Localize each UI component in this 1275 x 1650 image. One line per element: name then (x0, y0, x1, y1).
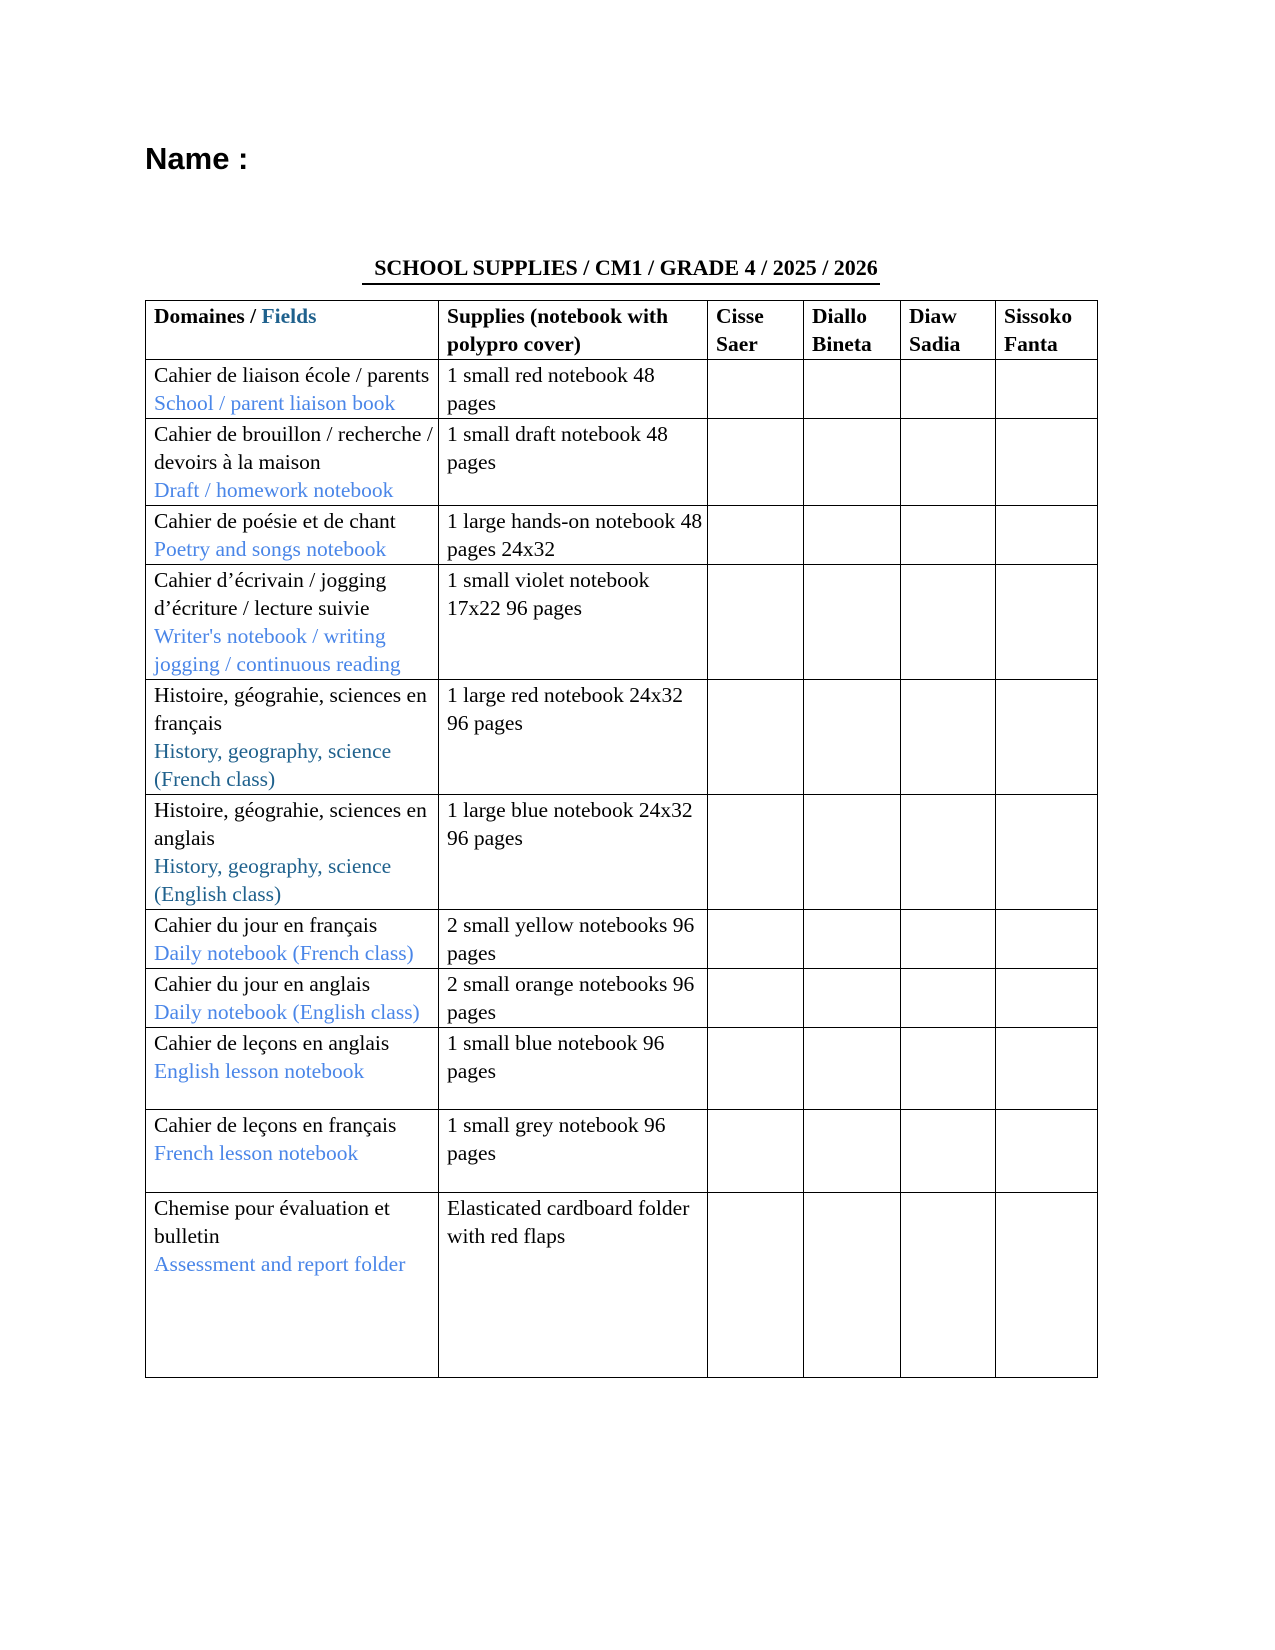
student-cell-4 (996, 680, 1098, 795)
domain-cell (146, 795, 439, 910)
student-cell-4 (996, 565, 1098, 680)
student-cell-3 (901, 680, 996, 795)
domain-en: French lesson notebook (154, 1141, 359, 1165)
supplies-cell: 1 small blue notebook 96 pages (439, 1028, 708, 1110)
domain-en: Daily notebook (French class) (154, 941, 414, 965)
header-supplies: Supplies (notebook with polypro cover) (439, 301, 708, 360)
header-student-3: Diaw Sadia (901, 301, 996, 360)
domain-cell (146, 1028, 439, 1110)
header-fields-label: Fields (261, 304, 317, 328)
student-cell-3 (901, 419, 996, 506)
domain-fr: Cahier de poésie et de chant (154, 509, 396, 533)
domain-fr: Histoire, géograhie, sciences en anglais (154, 798, 427, 850)
domain-en: Writer's notebook / writing jogging / continuous reading (154, 624, 401, 676)
supplies-cell: 1 small grey notebook 96 pages (439, 1110, 708, 1193)
domain-en: Assessment and report folder (154, 1252, 406, 1276)
student-cell-2 (804, 680, 901, 795)
student-cell-2 (804, 1028, 901, 1110)
supplies-table-head (146, 301, 1098, 360)
header-student-1: Cisse Saer (708, 301, 804, 360)
student-cell-2 (804, 506, 901, 565)
student-cell-4 (996, 419, 1098, 506)
domain-cell (146, 419, 439, 506)
domain-en: History, geography, science (French class) (154, 739, 392, 791)
supplies-table-body (146, 360, 1098, 1378)
supplies-cell: 1 small violet notebook 17x22 96 pages (439, 565, 708, 680)
supplies-cell: 2 small orange notebooks 96 pages (439, 969, 708, 1028)
supplies-cell: 1 small draft notebook 48 pages (439, 419, 708, 506)
domain-fr: Cahier de leçons en anglais (154, 1031, 390, 1055)
document-title: SCHOOL SUPPLIES / CM1 / GRADE 4 / 2025 / 2026 (362, 254, 880, 285)
student-cell-1 (708, 1110, 804, 1193)
supplies-cell: 1 large hands-on notebook 48 pages 24x32 (439, 506, 708, 565)
student-cell-4 (996, 506, 1098, 565)
student-cell-1 (708, 506, 804, 565)
student-cell-2 (804, 910, 901, 969)
domain-fr: Chemise pour évaluation et bulletin (154, 1196, 390, 1248)
student-cell-3 (901, 360, 996, 419)
student-cell-3 (901, 506, 996, 565)
header-domains (146, 301, 439, 360)
domain-cell (146, 1110, 439, 1193)
student-cell-1 (708, 910, 804, 969)
domain-fr: Cahier de leçons en français (154, 1113, 397, 1137)
student-cell-3 (901, 969, 996, 1028)
student-cell-2 (804, 1110, 901, 1193)
student-cell-2 (804, 1193, 901, 1378)
domain-en: History, geography, science (English class) (154, 854, 392, 906)
domain-fr: Cahier d’écrivain / jogging d’écriture / lecture suivie (154, 568, 387, 620)
student-cell-3 (901, 1028, 996, 1110)
student-cell-4 (996, 910, 1098, 969)
student-cell-3 (901, 1193, 996, 1378)
supplies-table (145, 300, 1098, 1378)
table-row (146, 795, 1098, 910)
domain-en: School / parent liaison book (154, 391, 396, 415)
domain-en: Daily notebook (English class) (154, 1000, 420, 1024)
header-student-4: Sissoko Fanta (996, 301, 1098, 360)
domain-cell (146, 565, 439, 680)
student-cell-4 (996, 1028, 1098, 1110)
table-row (146, 1193, 1098, 1378)
domain-fr: Cahier du jour en anglais (154, 972, 371, 996)
document-title-wrap (145, 254, 1097, 285)
domain-fr: Cahier de brouillon / recherche / devoirs à la maison (154, 422, 433, 474)
student-cell-3 (901, 910, 996, 969)
student-cell-1 (708, 360, 804, 419)
student-cell-4 (996, 1110, 1098, 1193)
student-cell-1 (708, 969, 804, 1028)
supplies-cell: 1 large red notebook 24x32 96 pages (439, 680, 708, 795)
domain-en: Draft / homework notebook (154, 478, 394, 502)
supplies-cell: 1 small red notebook 48 pages (439, 360, 708, 419)
student-cell-1 (708, 419, 804, 506)
table-row (146, 969, 1098, 1028)
domain-fr: Histoire, géograhie, sciences en français (154, 683, 427, 735)
table-row (146, 565, 1098, 680)
student-cell-2 (804, 795, 901, 910)
table-row (146, 1028, 1098, 1110)
header-student-2: Diallo Bineta (804, 301, 901, 360)
domain-fr: Cahier de liaison école / parents (154, 363, 430, 387)
table-row (146, 910, 1098, 969)
supplies-cell: Elasticated cardboard folder with red flaps (439, 1193, 708, 1378)
name-label: Name : (145, 141, 249, 176)
domain-cell (146, 1193, 439, 1378)
student-cell-4 (996, 360, 1098, 419)
student-cell-1 (708, 1193, 804, 1378)
student-cell-1 (708, 565, 804, 680)
table-row (146, 1110, 1098, 1193)
supplies-cell: 1 large blue notebook 24x32 96 pages (439, 795, 708, 910)
domain-fr: Cahier du jour en français (154, 913, 378, 937)
table-row (146, 360, 1098, 419)
domain-cell (146, 680, 439, 795)
domain-cell (146, 506, 439, 565)
supplies-cell: 2 small yellow notebooks 96 pages (439, 910, 708, 969)
student-cell-1 (708, 680, 804, 795)
domain-en: English lesson notebook (154, 1059, 365, 1083)
student-cell-3 (901, 795, 996, 910)
domain-cell (146, 360, 439, 419)
student-cell-3 (901, 565, 996, 680)
domain-cell (146, 910, 439, 969)
table-row (146, 419, 1098, 506)
header-domains-label: Domaines / (154, 304, 262, 328)
header-row (146, 301, 1098, 360)
student-cell-4 (996, 795, 1098, 910)
domain-en: Poetry and songs notebook (154, 537, 387, 561)
table-row (146, 680, 1098, 795)
student-cell-2 (804, 565, 901, 680)
table-row (146, 506, 1098, 565)
student-cell-3 (901, 1110, 996, 1193)
student-cell-1 (708, 795, 804, 910)
document-page (145, 140, 1275, 1378)
student-cell-2 (804, 419, 901, 506)
student-cell-2 (804, 360, 901, 419)
student-cell-4 (996, 969, 1098, 1028)
student-cell-2 (804, 969, 901, 1028)
student-cell-1 (708, 1028, 804, 1110)
student-cell-4 (996, 1193, 1098, 1378)
domain-cell (146, 969, 439, 1028)
